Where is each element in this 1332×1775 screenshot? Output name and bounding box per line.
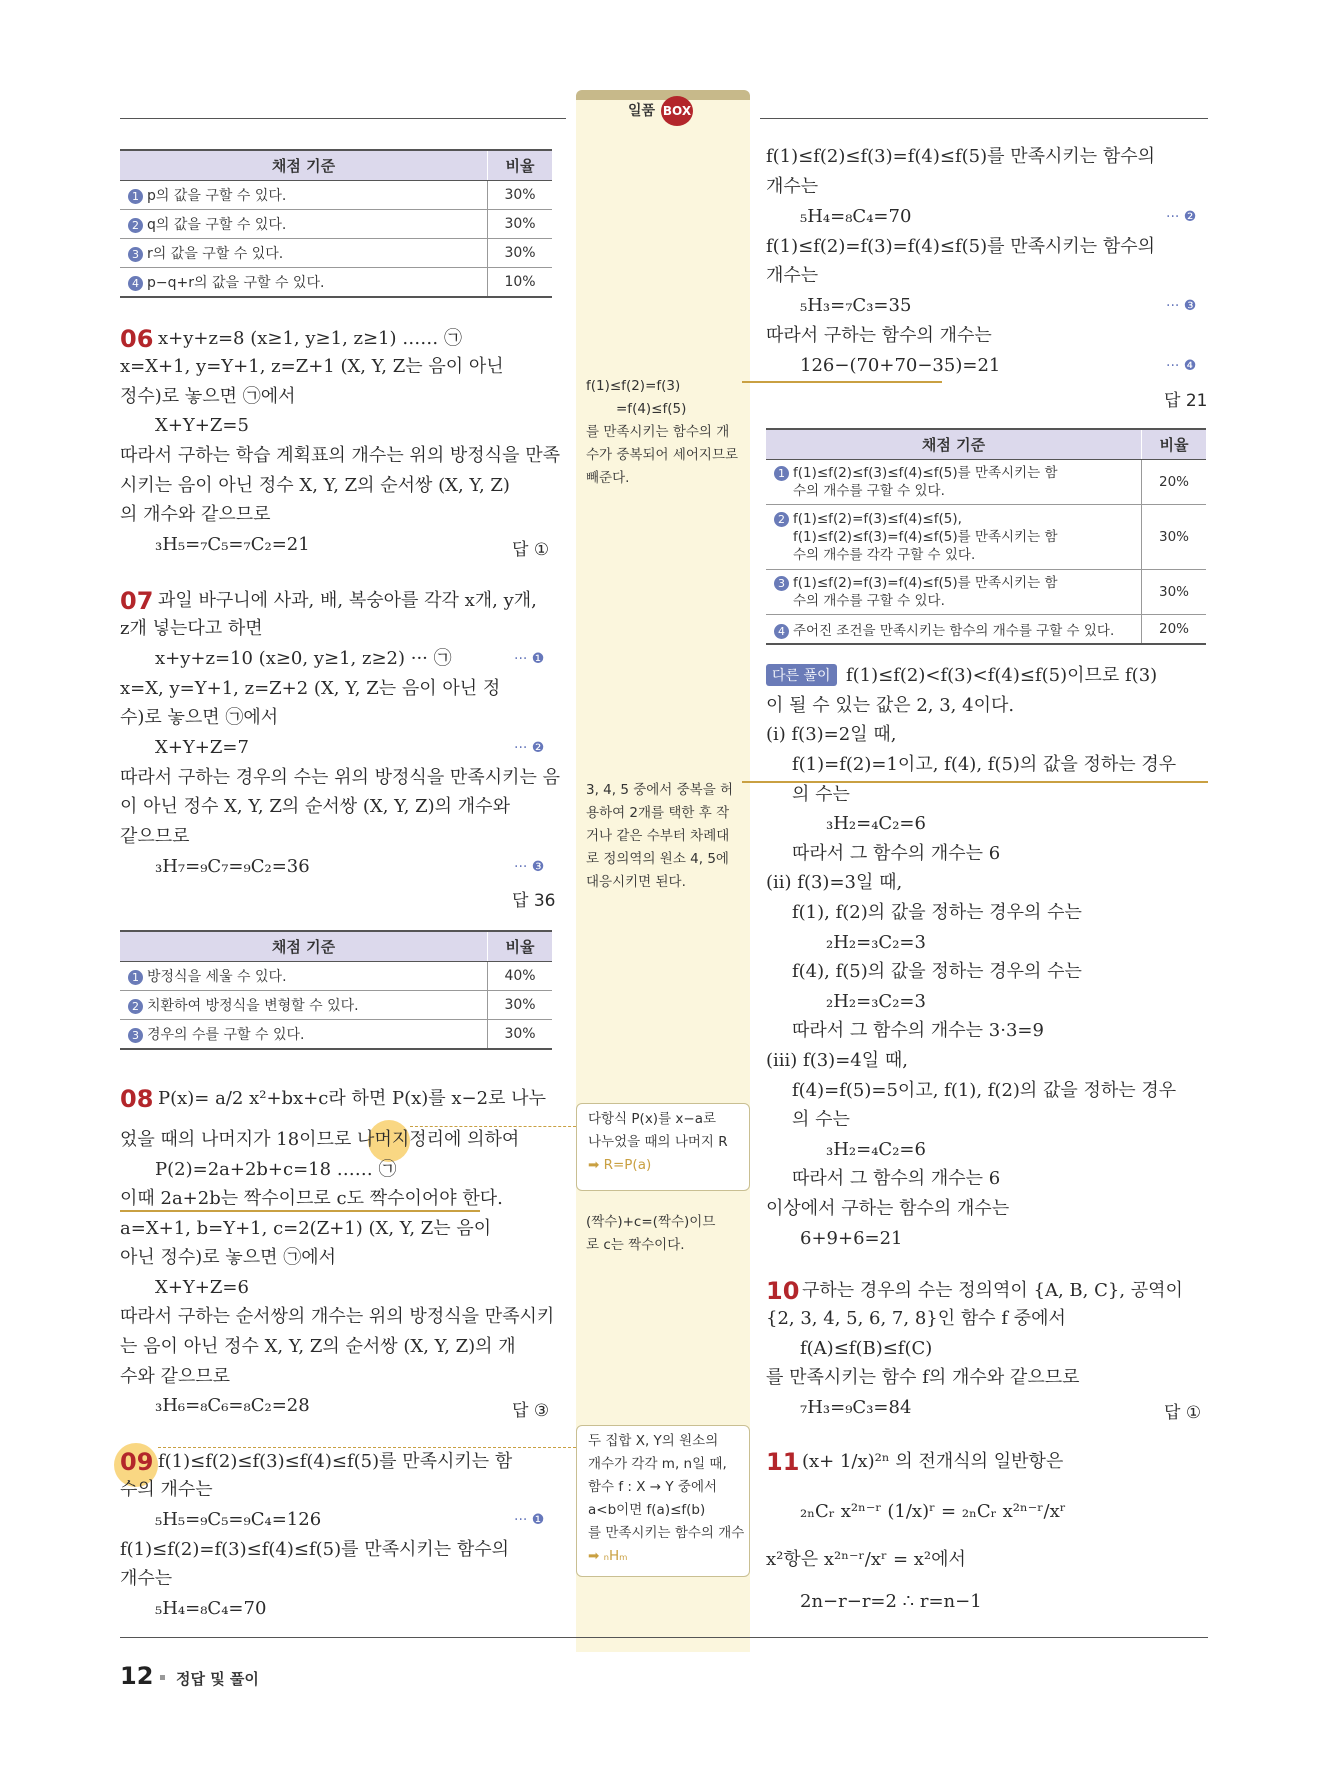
step-mark: ··· ❸ (514, 859, 545, 875)
text-line: 2n−r−r=2 ∴ r=n−1 (800, 1591, 982, 1612)
text-line: f(1)≤f(2)<f(3)<f(4)≤f(5)이므로 f(3) (846, 665, 1158, 686)
connector-dash (158, 1447, 576, 1448)
table-row: 2 치환하여 방정식을 변형할 수 있다. 30% (120, 991, 552, 1020)
text-line: 따라서 구하는 함수의 개수는 (766, 325, 992, 346)
footer-bullet (160, 1675, 165, 1680)
text-line: f(4)=f(5)=5이고, f(1), f(2)의 값을 정하는 경우 (792, 1080, 1177, 1101)
text-line: 같으므로 (120, 826, 190, 847)
text-line: {2, 3, 4, 5, 6, 7, 8}인 함수 f 중에서 (766, 1308, 1066, 1329)
text-line: 의 수는 (792, 784, 850, 805)
text-line: 의 수는 (792, 1109, 850, 1130)
header-label: 일품 (628, 103, 656, 119)
step-mark: ··· ❶ (514, 1512, 545, 1528)
answer: 답 ③ (512, 1401, 550, 1421)
problem-number-11: 11 (766, 1448, 800, 1476)
text-line: 수와 같으므로 (120, 1366, 231, 1387)
answer: 답 21 (1164, 391, 1208, 411)
table-row: 1 p의 값을 구할 수 있다. 30% (120, 181, 552, 210)
page-number: 12 (120, 1662, 154, 1690)
text-line: f(A)≤f(B)≤f(C) (800, 1338, 933, 1359)
text-line: 시키는 음이 아닌 정수 X, Y, Z의 순서쌍 (X, Y, Z) (120, 475, 510, 496)
text-line: f(1)≤f(2)=f(3)≤f(4)≤f(5)를 만족시키는 함수의 (120, 1539, 510, 1560)
text-line: 는 음이 아닌 정수 X, Y, Z의 순서쌍 (X, Y, Z)의 개 (120, 1336, 516, 1357)
text-line: (i) f(3)=2일 때, (766, 724, 897, 745)
connector-dash (410, 1126, 576, 1127)
text-line: P(2)=2a+2b+c=18 …… ㉠ (155, 1159, 397, 1180)
text-line: 개수는 (120, 1568, 173, 1589)
text-line: x²항은 x²ⁿ⁻ʳ/xʳ = x²에서 (766, 1549, 966, 1570)
text-line: 었을 때의 나머지가 18이므로 나머지정리에 의하여 (120, 1129, 520, 1150)
table-header-rate: 비율 (488, 931, 553, 962)
score-table-3 (766, 428, 1206, 645)
text-line: x=X+1, y=Y+1, z=Z+1 (X, Y, Z는 음이 아닌 (120, 356, 504, 377)
table-row: 4 p−q+r의 값을 구할 수 있다. 10% (120, 268, 552, 298)
text-line: 따라서 그 함수의 개수는 3·3=9 (792, 1020, 1044, 1041)
problem-number-06: 06 (120, 325, 154, 353)
header-box-badge: BOX (661, 96, 693, 126)
table-row: 3 경우의 수를 구할 수 있다. 30% (120, 1020, 552, 1050)
text-line: 구하는 경우의 수는 정의역이 {A, B, C}, 공역이 (802, 1280, 1183, 1301)
text-line: ₇H₃=₉C₃=84 (800, 1397, 912, 1418)
text-line: (iii) f(3)=4일 때, (766, 1050, 908, 1071)
text-line: ₅H₄=₈C₄=70 (155, 1598, 267, 1619)
text-line: 과일 바구니에 사과, 배, 복숭아를 각각 x개, y개, (158, 590, 537, 611)
text-line: 를 만족시키는 함수 f의 개수와 같으므로 (766, 1367, 1080, 1388)
text-line: f(1)≤f(2)=f(3)=f(4)≤f(5)를 만족시키는 함수의 (766, 236, 1156, 257)
text-line: f(1)≤f(2)≤f(3)=f(4)≤f(5)를 만족시키는 함수의 (766, 146, 1156, 167)
table-header: 채점 기준 (120, 931, 488, 962)
text-line: X+Y+Z=5 (155, 415, 249, 436)
text-line: ₅H₄=₈C₄=70 (800, 206, 912, 227)
table-header: 채점 기준 (120, 150, 488, 181)
text-line: 6+9+6=21 (800, 1228, 903, 1249)
table-header-rate: 비율 (488, 150, 553, 181)
step-mark: ··· ❷ (514, 740, 545, 756)
text-line: f(1)=f(2)=1이고, f(4), f(5)의 값을 정하는 경우 (792, 754, 1177, 775)
text-line: P(x)= a/2 x²+bx+c라 하면 P(x)를 x−2로 나누 (158, 1088, 546, 1109)
table-header-rate: 비율 (1142, 429, 1207, 460)
text-line: 의 개수와 같으므로 (120, 504, 271, 525)
text-line: a=X+1, b=Y+1, c=2(Z+1) (X, Y, Z는 음이 (120, 1218, 492, 1239)
text-line: ₃H₆=₈C₆=₈C₂=28 (155, 1395, 310, 1416)
score-table-2 (120, 930, 552, 1050)
step-mark: ··· ❸ (1166, 298, 1197, 314)
table-row: 2 q의 값을 구할 수 있다. 30% (120, 210, 552, 239)
problem-number-09: 09 (120, 1448, 154, 1476)
text-line: 이 아닌 정수 X, Y, Z의 순서쌍 (X, Y, Z)의 개수와 (120, 796, 510, 817)
text-line: 이때 2a+2b는 짝수이므로 c도 짝수이어야 한다. (120, 1188, 503, 1209)
underline (120, 1210, 480, 1212)
text-line: 이상에서 구하는 함수의 개수는 (766, 1198, 1010, 1219)
answer: 답 ① (512, 540, 550, 560)
table-row: 3 f(1)≤f(2)=f(3)=f(4)≤f(5)를 만족시키는 함 수의 개수를 구할 수 있다. 30% (766, 570, 1206, 615)
text-line: 개수는 (766, 265, 819, 286)
side-note-4: (짝수)+c=(짝수)이므 로 c는 짝수이다. (586, 1214, 716, 1253)
score-table-1 (120, 149, 552, 298)
table-row: 1 방정식을 세울 수 있다. 40% (120, 962, 552, 991)
problem-number-07: 07 (120, 587, 154, 615)
table-row: 4 주어진 조건을 만족시키는 함수의 개수를 구할 수 있다. 20% (766, 615, 1206, 645)
side-note-5: 두 집합 X, Y의 원소의 개수가 각각 m, n일 때, 함수 f : X → Y 중에서 a<b이면 f(a)≤f(b) 를 만족시키는 함수의 개수 ➡ ₙHₘ (588, 1433, 745, 1564)
connector-line (742, 381, 942, 383)
text-line: 126−(70+70−35)=21 (800, 355, 1001, 376)
alt-solution-badge: 다른 풀이 (766, 664, 837, 686)
text-line: 따라서 구하는 경우의 수는 위의 방정식을 만족시키는 음 (120, 767, 560, 788)
text-line: 이 될 수 있는 값은 2, 3, 4이다. (766, 695, 1015, 716)
text-line: ₂H₂=₃C₂=3 (826, 991, 926, 1012)
text-line: x+y+z=10 (x≥0, y≥1, z≥2) ··· ㉠ (155, 648, 452, 669)
text-line: ₃H₅=₇C₅=₇C₂=21 (155, 534, 310, 555)
table-row: 3 r의 값을 구할 수 있다. 30% (120, 239, 552, 268)
text-line: (ii) f(3)=3일 때, (766, 872, 903, 893)
side-note-1: f(1)≤f(2)=f(3) =f(4)≤f(5) 를 만족시키는 함수의 개 수가 중복되어 세어지므로 빼준다. (586, 378, 739, 486)
step-mark: ··· ❶ (514, 651, 545, 667)
side-note-2: 3, 4, 5 중에서 중복을 허 용하여 2개를 택한 후 작 거나 같은 수부터 차례대 로 정의역의 원소 4, 5에 대응시키면 된다. (586, 782, 734, 890)
step-mark: ··· ❷ (1166, 209, 1197, 225)
text-line: 따라서 그 함수의 개수는 6 (792, 1168, 1001, 1189)
text-line: 정수)로 놓으면 ㉠에서 (120, 386, 296, 407)
answer: 답 ① (1164, 1403, 1202, 1423)
problem-number-10: 10 (766, 1277, 800, 1305)
answer: 답 36 (512, 891, 556, 911)
text-line: X+Y+Z=6 (155, 1277, 249, 1298)
text-line: ₂ₙCᵣ x²ⁿ⁻ʳ (1/x)ʳ = ₂ₙCᵣ x²ⁿ⁻ʳ/xʳ (800, 1501, 1066, 1522)
text-line: ₃H₂=₄C₂=6 (826, 813, 926, 834)
text-line: 수)로 놓으면 ㉠에서 (120, 707, 279, 728)
text-line: X+Y+Z=7 (155, 737, 249, 758)
text-line: ₃H₇=₉C₇=₉C₂=36 (155, 856, 310, 877)
text-line: ₅H₃=₇C₃=35 (800, 295, 912, 316)
text-line: 따라서 그 함수의 개수는 6 (792, 843, 1001, 864)
text-line: ₂H₂=₃C₂=3 (826, 932, 926, 953)
text-line: z개 넣는다고 하면 (120, 618, 263, 639)
text-line: x=X, y=Y+1, z=Z+2 (X, Y, Z는 음이 아닌 정 (120, 678, 501, 699)
text-line: f(1), f(2)의 값을 정하는 경우의 수는 (792, 902, 1082, 923)
problem-number-08: 08 (120, 1085, 154, 1113)
footer-label: 정답 및 풀이 (176, 1670, 259, 1688)
text-line: 수의 개수는 (120, 1479, 213, 1500)
table-row: 1 f(1)≤f(2)≤f(3)≤f(4)≤f(5)를 만족시키는 함 수의 개수를 구할 수 있다. 20% (766, 460, 1206, 505)
table-row: 2 f(1)≤f(2)=f(3)≤f(4)≤f(5), f(1)≤f(2)≤f(3)=f(4)≤f(5)를 만족시키는 함 수의 개수를 각각 구할 수 있다. 30% (766, 505, 1206, 570)
side-note-3: 다항식 P(x)를 x−a로 나누었을 때의 나머지 R ➡ R=P(a) (588, 1111, 728, 1173)
header-rule-right (760, 118, 1208, 119)
text-line: ₅H₅=₉C₅=₉C₄=126 (155, 1509, 322, 1530)
text-line: 따라서 구하는 학습 계획표의 개수는 위의 방정식을 만족 (120, 445, 560, 466)
text-line: 개수는 (766, 176, 819, 197)
footer-rule (120, 1637, 1208, 1638)
table-header: 채점 기준 (766, 429, 1142, 460)
text-line: f(1)≤f(2)≤f(3)≤f(4)≤f(5)를 만족시키는 함 (158, 1451, 513, 1472)
header-rule-left (120, 118, 566, 119)
center-box-cap (576, 90, 750, 100)
text-line: (x+ 1/x)²ⁿ 의 전개식의 일반항은 (802, 1451, 1064, 1472)
text-line: ₃H₂=₄C₂=6 (826, 1139, 926, 1160)
step-mark: ··· ❹ (1166, 358, 1197, 374)
text-line: f(4), f(5)의 값을 정하는 경우의 수는 (792, 961, 1082, 982)
text-line: 아닌 정수)로 놓으면 ㉠에서 (120, 1247, 337, 1268)
text-line: x+y+z=8 (x≥1, y≥1, z≥1) …… ㉠ (158, 328, 463, 349)
text-line: 따라서 구하는 순서쌍의 개수는 위의 방정식을 만족시키 (120, 1306, 555, 1327)
